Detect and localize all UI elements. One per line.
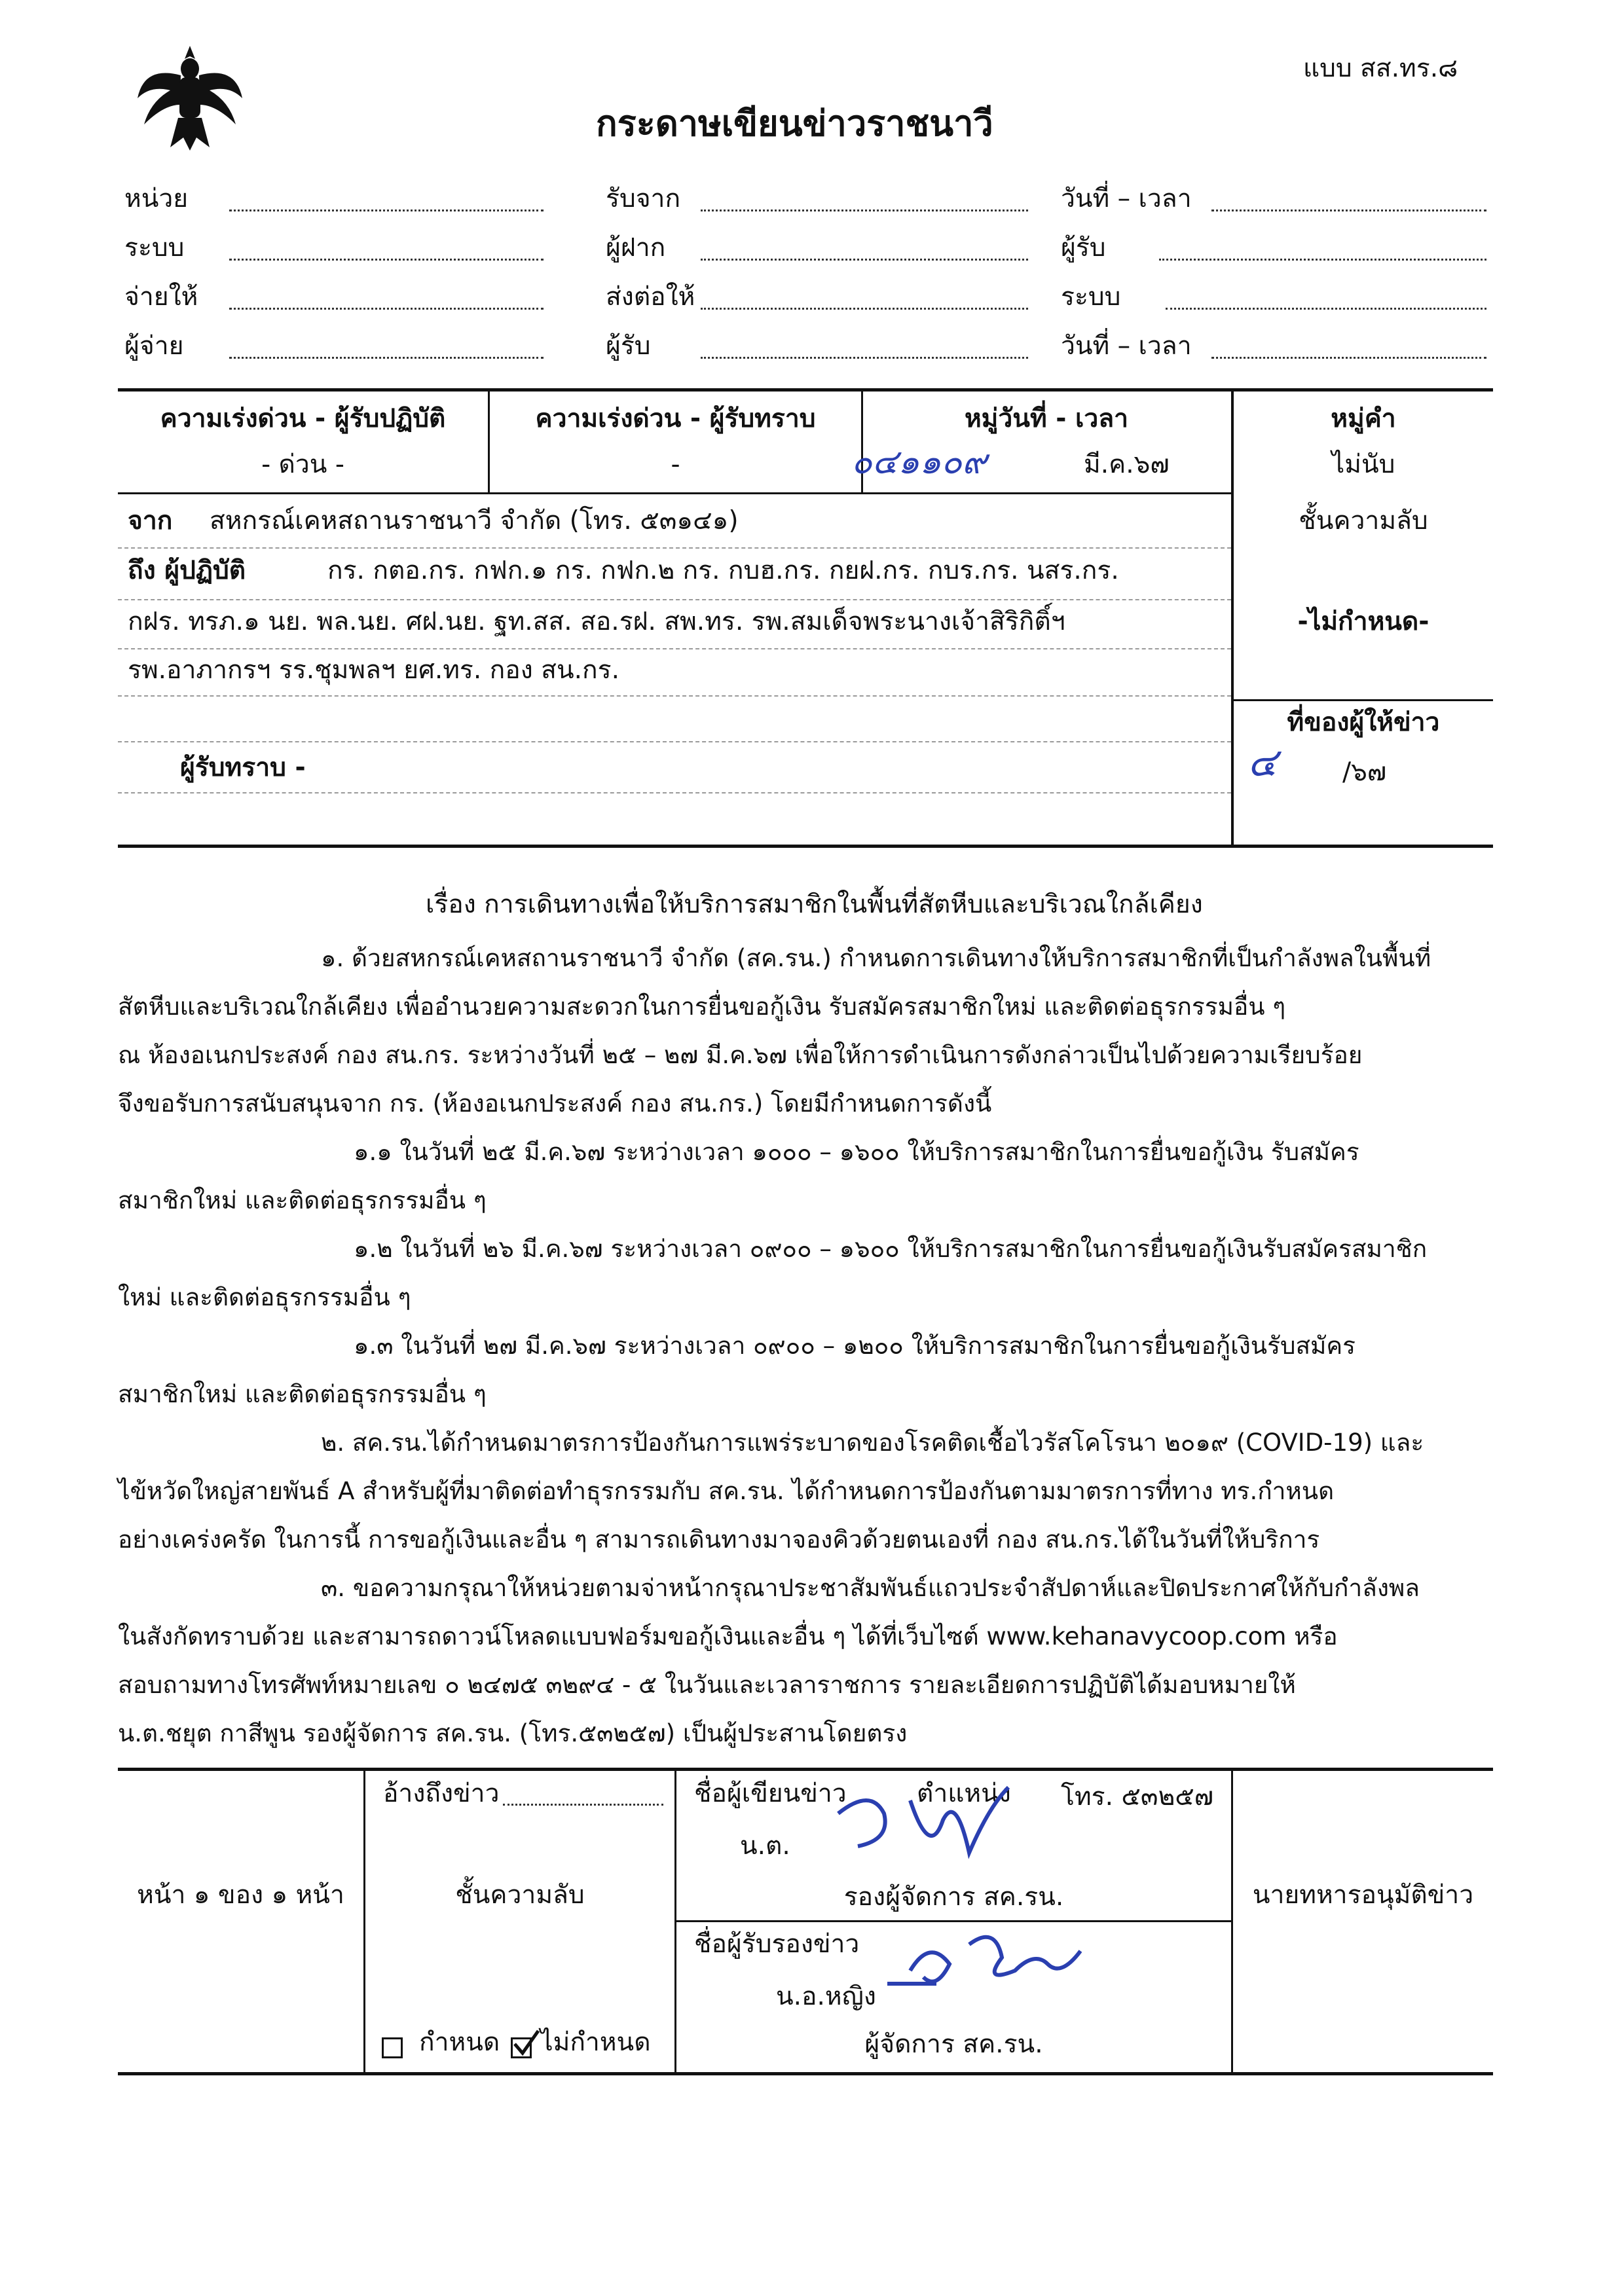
to-line-2: กฝร. ทรภ.๑ นย. พล.นย. ศฝ.นย. ฐท.สส. สอ.รฝ. สพ.ทร. รพ.สมเด็จพระนางเจ้าสิริกิติ์ฯ: [128, 607, 1065, 636]
check-mark-icon: [512, 2028, 541, 2057]
checkbox-empty-icon[interactable]: [382, 2037, 403, 2058]
field-system-2: ระบบ: [1061, 282, 1121, 312]
field-pay-to: จ่ายให้: [124, 282, 198, 312]
to-label: ถึง ผู้ปฏิบัติ: [128, 556, 246, 585]
field-receiver: ผู้รับ: [606, 331, 651, 361]
page-title: กระดาษเขียนข่าวราชนาวี: [596, 103, 993, 144]
body-line: ๓. ขอความกรุณาให้หน่วยตามจ่าหน้ากรุณาประชาสัมพันธ์แถวประจำสัปดาห์และปิดประกาศให้กับกำลังพล: [321, 1574, 1420, 1602]
reference-label: อ้างถึงข่าว: [383, 1779, 500, 1808]
body-line: ๑.๓ ในวันที่ ๒๗ มี.ค.๖๗ ระหว่างเวลา ๐๙๐๐ – ๑๒๐๐ ให้บริการสมาชิกในการยื่นขอกู้เงินรับสมัคร: [354, 1332, 1356, 1360]
body-line: สมาชิกใหม่ และติดต่อธุรกรรมอื่น ๆ: [118, 1186, 487, 1214]
group-count-value: ไม่นับ: [1331, 450, 1395, 479]
writer-phone: โทร. ๕๓๒๕๗: [1061, 1782, 1214, 1812]
body-line: ๑.๑ ในวันที่ ๒๕ มี.ค.๖๗ ระหว่างเวลา ๑๐๐๐ – ๑๖๐๐ ให้บริการสมาชิกในการยื่นขอกู้เงิน รับสมัคร: [354, 1138, 1359, 1166]
body-line: สมาชิกใหม่ และติดต่อธุรกรรมอื่น ๆ: [118, 1380, 487, 1408]
group-count-label: หมู่คำ: [1331, 404, 1396, 433]
sender-ref-suffix: /๖๗: [1342, 757, 1387, 787]
field-receiver-2: ผู้รับ: [1061, 233, 1106, 263]
body-line: ๑. ด้วยสหกรณ์เคหสถานราชนาวี จำกัด (สค.รน.) กำหนดการเดินทางให้บริการสมาชิกที่เป็นกำลังพลในพื้นที่: [321, 944, 1431, 972]
from-value: สหกรณ์เคหสถานราชนาวี จำกัด (โทร. ๕๓๑๔๑): [210, 506, 739, 536]
body-line: สัตหีบและบริเวณใกล้เคียง เพื่ออำนวยความสะดวกในการยื่นขอกู้เงิน รับสมัครสมาชิกใหม่ และติดต่อธุรกรรมอื่น ๆ: [118, 993, 1286, 1021]
to-line-1: กร. กตอ.กร. กฟก.๑ กร. กฟก.๒ กร. กบฮ.กร. กยฝ.กร. กบร.กร. นสร.กร.: [327, 556, 1119, 585]
priority-info-label: ความเร่งด่วน - ผู้รับทราบ: [535, 404, 816, 433]
priority-action-label: ความเร่งด่วน - ผู้รับปฏิบัติ: [160, 404, 446, 433]
approver-label: นายทหารอนุมัติข่าว: [1252, 1880, 1474, 1910]
body-line: น.ต.ชยุต กาสีพูน รองผู้จัดการ สค.รน. (โทร.๕๓๒๕๗) เป็นผู้ประสานโดยตรง: [118, 1719, 908, 1747]
classification-label: ชั้นความลับ: [1299, 506, 1428, 536]
priority-info-value: -: [671, 450, 680, 479]
body-line: ๒. สค.รน.ได้กำหนดมาตรการป้องกันการแพร่ระบาดของโรคติดเชื้อไวรัสโคโรนา ๒๐๑๙ (COVID-19) และ: [321, 1429, 1424, 1457]
body-line: ใหม่ และติดต่อธุรกรรมอื่น ๆ: [118, 1283, 411, 1311]
certifier-title: ผู้จัดการ สค.รน.: [864, 2030, 1043, 2059]
sender-ref-label: ที่ของผู้ให้ข่าว: [1287, 708, 1440, 737]
certifier-label: ชื่อผู้รับรองข่าว: [694, 1929, 860, 1959]
writer-rank: น.ต.: [740, 1831, 790, 1861]
certifier-rank: น.อ.หญิง: [776, 1982, 876, 2011]
writer-title: รองผู้จัดการ สค.รน.: [843, 1882, 1064, 1912]
dtg-handwritten: ๐๔๑๑๐๙: [851, 443, 987, 482]
writer-label: ชื่อผู้เขียนข่าว: [694, 1779, 847, 1808]
field-forward-to: ส่งต่อให้: [606, 282, 695, 312]
body-line: ไข้หวัดใหญ่สายพันธ์ A สำหรับผู้ที่มาติดต่อทำธุรกรรมกับ สค.รน. ได้กำหนดการป้องกันตามมาตรการที่ทาง ทร.กำหนด: [118, 1477, 1335, 1505]
field-datetime-1: วันที่ – เวลา: [1061, 184, 1192, 213]
field-datetime-2: วันที่ – เวลา: [1061, 331, 1192, 361]
field-payer: ผู้จ่าย: [124, 331, 184, 361]
classification-value: -ไม่กำหนด-: [1297, 607, 1430, 636]
field-system: ระบบ: [124, 233, 185, 263]
dtg-suffix: มี.ค.๖๗: [1084, 450, 1170, 479]
body-line: สอบถามทางโทรศัพท์หมายเลข ๐ ๒๔๗๕ ๓๒๙๔ - ๕ ในวันและเวลาราชการ รายละเอียดการปฏิบัติได้มอบหมายให้: [118, 1671, 1296, 1699]
field-depositor: ผู้ฝาก: [606, 233, 666, 263]
body-line: อย่างเคร่งครัด ในการนี้ การขอกู้เงินและอื่น ๆ สามารถเดินทางมาจองคิวด้วยตนเองที่ กอง สน.กร.ได้ในวันที่ให้บริการ: [118, 1525, 1320, 1554]
position-label: ตำแหน่ง: [917, 1779, 1011, 1808]
garuda-emblem-icon: [131, 39, 249, 157]
sender-ref-handwritten: ๔: [1247, 740, 1278, 786]
footer-classification: ชั้นความลับ: [455, 1880, 585, 1910]
field-unit: หน่วย: [124, 184, 189, 213]
certifier-signature-icon: [884, 1925, 1107, 2003]
field-received-from: รับจาก: [606, 184, 681, 213]
info-recipients-label: ผู้รับทราบ -: [180, 753, 306, 782]
from-label: จาก: [128, 506, 173, 536]
dtg-label: หมู่วันที่ - เวลา: [964, 404, 1129, 433]
body-line: ๑.๒ ในวันที่ ๒๖ มี.ค.๖๗ ระหว่างเวลา ๐๙๐๐ – ๑๖๐๐ ให้บริการสมาชิกในการยื่นขอกู้เงินรับสมัครสมาชิก: [354, 1235, 1428, 1263]
form-code: แบบ สส.ทร.๘: [1303, 54, 1458, 83]
option-set-label: กำหนด: [419, 2028, 500, 2057]
priority-action-value: - ด่วน -: [261, 450, 344, 479]
subject: เรื่อง การเดินทางเพื่อให้บริการสมาชิกในพื้นที่สัตหีบและบริเวณใกล้เคียง: [426, 890, 1203, 919]
option-unset-label: ไม่กำหนด: [540, 2028, 651, 2057]
body-line: จึงขอรับการสนับสนุนจาก กร. (ห้องอเนกประสงค์ กอง สน.กร.) โดยมีกำหนดการดังนี้: [118, 1089, 992, 1118]
to-line-3: รพ.อาภากรฯ รร.ชุมพลฯ ยศ.ทร. กอง สน.กร.: [128, 655, 619, 685]
body-line: ณ ห้องอเนกประสงค์ กอง สน.กร. ระหว่างวันที่ ๒๕ – ๒๗ มี.ค.๖๗ เพื่อให้การดำเนินการดังกล่าวเป็นไปด้วยความเรียบร้อย: [118, 1041, 1363, 1069]
page-number: หน้า ๑ ของ ๑ หน้า: [137, 1880, 344, 1910]
writer-signature-icon: [832, 1781, 1028, 1866]
body-line: ในสังกัดทราบด้วย และสามารถดาวน์โหลดแบบฟอร์มขอกู้เงินและอื่น ๆ ได้ที่เว็บไซต์ www.kehanavycoop.com หรือ: [118, 1622, 1338, 1650]
